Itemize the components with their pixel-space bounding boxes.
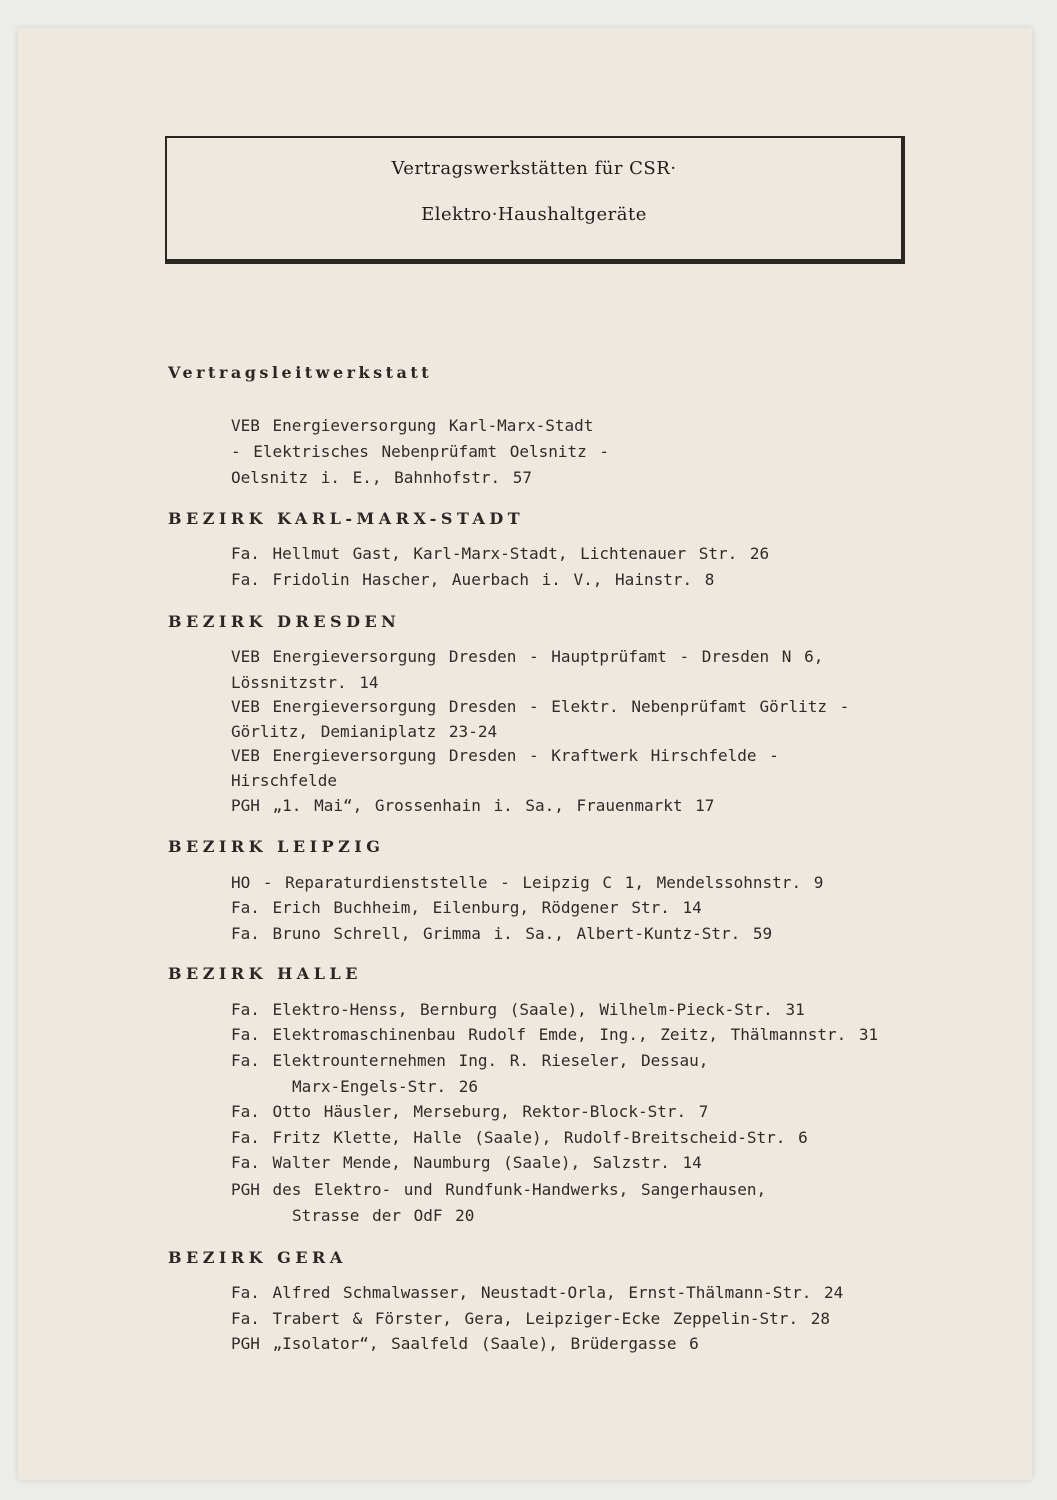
entry-line: Fa. Hellmut Gast, Karl-Marx-Stadt, Lichtenauer Str. 26 [231, 544, 770, 563]
entry-line: Fa. Elektro-Henss, Bernburg (Saale), Wilhelm-Pieck-Str. 31 [231, 1000, 805, 1019]
section-heading-leipzig: BEZIRK LEIPZIG [168, 837, 385, 856]
entry-line: VEB Energieversorgung Karl-Marx-Stadt [231, 416, 594, 435]
entry-line: PGH des Elektro- und Rundfunk-Handwerks, Sangerhausen, [231, 1180, 767, 1199]
entry-line: Fa. Elektromaschinenbau Rudolf Emde, Ing., Zeitz, Thälmannstr. 31 [231, 1025, 879, 1044]
entry-line: VEB Energieversorgung Dresden - Elektr. Nebenprüfamt Görlitz - [231, 697, 850, 716]
entry-line: Lössnitzstr. 14 [231, 673, 379, 692]
entry-line: Fa. Bruno Schrell, Grimma i. Sa., Albert-Kuntz-Str. 59 [231, 924, 773, 943]
entry-line: PGH „Isolator“, Saalfeld (Saale), Brüdergasse 6 [231, 1334, 699, 1353]
section-heading-dresden: BEZIRK DRESDEN [168, 612, 401, 631]
entry-line: Fa. Alfred Schmalwasser, Neustadt-Orla, Ernst-Thälmann-Str. 24 [231, 1283, 844, 1302]
title-line-2: Elektro·Haushaltgeräte [421, 204, 647, 225]
entry-line: Hirschfelde [231, 771, 337, 790]
entry-line: Fa. Elektrounternehmen Ing. R. Rieseler, Dessau, [231, 1051, 709, 1070]
entry-line: VEB Energieversorgung Dresden - Hauptprüfamt - Dresden N 6, [231, 647, 824, 666]
entry-line: Oelsnitz i. E., Bahnhofstr. 57 [231, 468, 532, 487]
section-heading-halle: BEZIRK HALLE [168, 964, 362, 983]
title-box [165, 136, 905, 264]
section-heading-vertragsleitwerkstatt: Vertragsleitwerkstatt [168, 363, 433, 382]
entry-line: Fa. Fritz Klette, Halle (Saale), Rudolf-Breitscheid-Str. 6 [231, 1128, 808, 1147]
entry-line: - Elektrisches Nebenprüfamt Oelsnitz - [231, 442, 610, 461]
entry-line: VEB Energieversorgung Dresden - Kraftwerk Hirschfelde - [231, 746, 779, 765]
entry-line: HO - Reparaturdienststelle - Leipzig C 1, Mendelssohnstr. 9 [231, 873, 824, 892]
entry-line: Fa. Fridolin Hascher, Auerbach i. V., Hainstr. 8 [231, 570, 715, 589]
entry-line: Strasse der OdF 20 [292, 1206, 475, 1225]
entry-line: Görlitz, Demianiplatz 23-24 [231, 722, 498, 741]
entry-line: Fa. Otto Häusler, Merseburg, Rektor-Block-Str. 7 [231, 1102, 709, 1121]
entry-line: Marx-Engels-Str. 26 [292, 1077, 479, 1096]
section-heading-gera: BEZIRK GERA [168, 1248, 347, 1267]
entry-line: Fa. Erich Buchheim, Eilenburg, Rödgener Str. 14 [231, 898, 702, 917]
title-line-1: Vertragswerkstätten für CSR· [391, 158, 677, 179]
entry-line: Fa. Trabert & Förster, Gera, Leipziger-Ecke Zeppelin-Str. 28 [231, 1309, 830, 1328]
entry-line: Fa. Walter Mende, Naumburg (Saale), Salzstr. 14 [231, 1153, 702, 1172]
section-heading-karl-marx-stadt: BEZIRK KARL-MARX-STADT [168, 509, 525, 528]
entry-line: PGH „1. Mai“, Grossenhain i. Sa., Frauenmarkt 17 [231, 796, 715, 815]
